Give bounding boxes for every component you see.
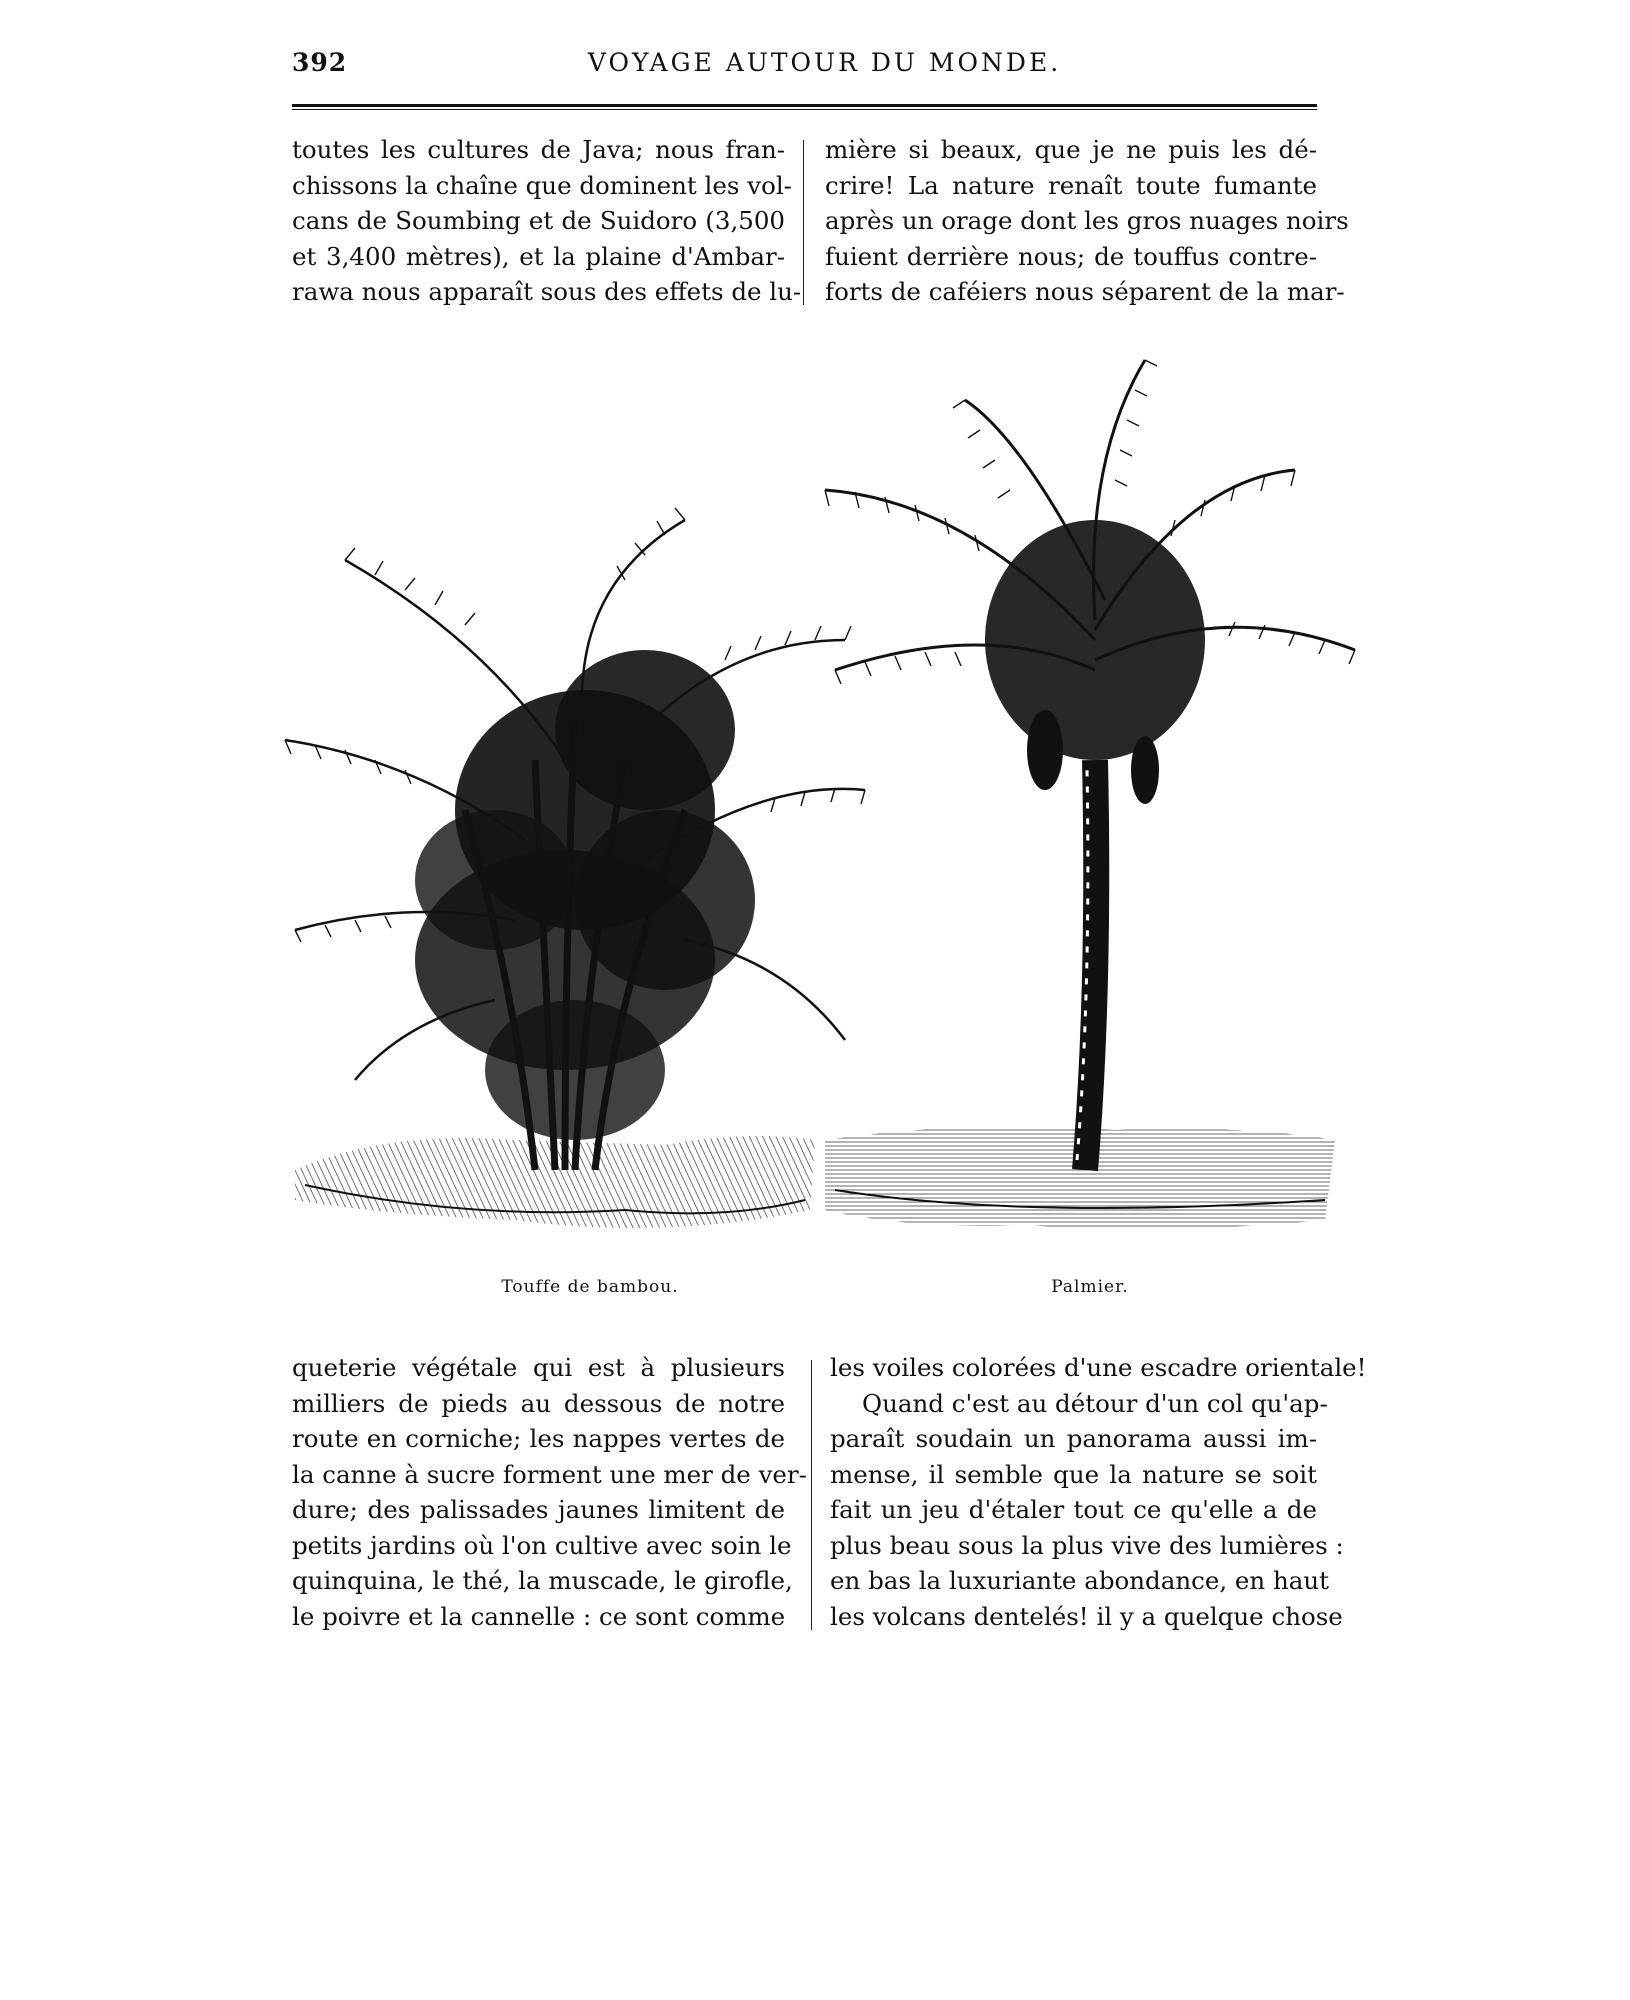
top-right-column [825, 132, 1349, 310]
text-line: après un orage dont les gros nuages noirs [825, 206, 1349, 235]
page-number: 392 [292, 48, 348, 77]
text-line: et 3,400 mètres), et la plaine d'Ambar- [292, 241, 785, 271]
running-title: VOYAGE AUTOUR DU MONDE. [587, 48, 1062, 77]
text-line: la canne à sucre forment une mer de ver- [292, 1459, 807, 1489]
column-separator [811, 1360, 812, 1630]
text-line: milliers de pieds au dessous de notre [292, 1388, 785, 1418]
bottom-right-column [830, 1350, 1367, 1634]
engraving-illustration [265, 340, 1365, 1260]
text-line: forts de caféiers nous séparent de la mar- [825, 277, 1345, 306]
text-line: quinquina, le thé, la muscade, le girofle, [292, 1566, 793, 1595]
text-line: route en corniche; les nappes vertes de [292, 1424, 785, 1453]
text-line: chissons la chaîne que dominent les vol- [292, 170, 792, 200]
text-line: les volcans dentelés! il y a quelque chose [830, 1601, 1343, 1631]
header-rule [292, 104, 1317, 107]
text-line: fait un jeu d'étaler tout ce qu'elle a de [830, 1495, 1317, 1524]
text-line: rawa nous apparaît sous des effets de lu- [292, 277, 802, 306]
top-left-column [292, 132, 802, 310]
palm-illustration [825, 360, 1355, 1229]
caption-palm: Palmier. [1051, 1277, 1129, 1297]
text-line: petits jardins où l'on cultive avec soin le [292, 1530, 792, 1560]
text-line: queterie végétale qui est à plusieurs [292, 1353, 785, 1382]
text-line: Quand c'est au détour d'un col qu'ap- [862, 1388, 1328, 1418]
text-line: en bas la luxuriante abondance, en haut [830, 1566, 1329, 1595]
text-line: dure; des palissades jaunes limitent de [292, 1495, 785, 1524]
text-line: toutes les cultures de Java; nous fran- [292, 135, 785, 164]
running-head [292, 48, 1317, 88]
bamboo-illustration [285, 508, 865, 1228]
column-separator [803, 140, 804, 305]
header-rule-thin [292, 109, 1317, 110]
text-line: le poivre et la cannelle : ce sont comme [292, 1601, 786, 1631]
text-line: les voiles colorées d'une escadre orientale! [830, 1353, 1367, 1382]
caption-bamboo: Touffe de bambou. [501, 1277, 679, 1297]
text-line: mière si beaux, que je ne puis les dé- [825, 135, 1317, 164]
text-line: fuient derrière nous; de touffus contre- [825, 241, 1317, 271]
text-line: plus beau sous la plus vive des lumières : [830, 1530, 1344, 1560]
text-line: paraît soudain un panorama aussi im- [830, 1424, 1317, 1453]
bottom-left-column [292, 1350, 807, 1634]
text-line: mense, il semble que la nature se soit [830, 1459, 1317, 1489]
text-line: cans de Soumbing et de Suidoro (3,500 [292, 206, 785, 235]
text-line: crire! La nature renaît toute fumante [825, 170, 1317, 200]
